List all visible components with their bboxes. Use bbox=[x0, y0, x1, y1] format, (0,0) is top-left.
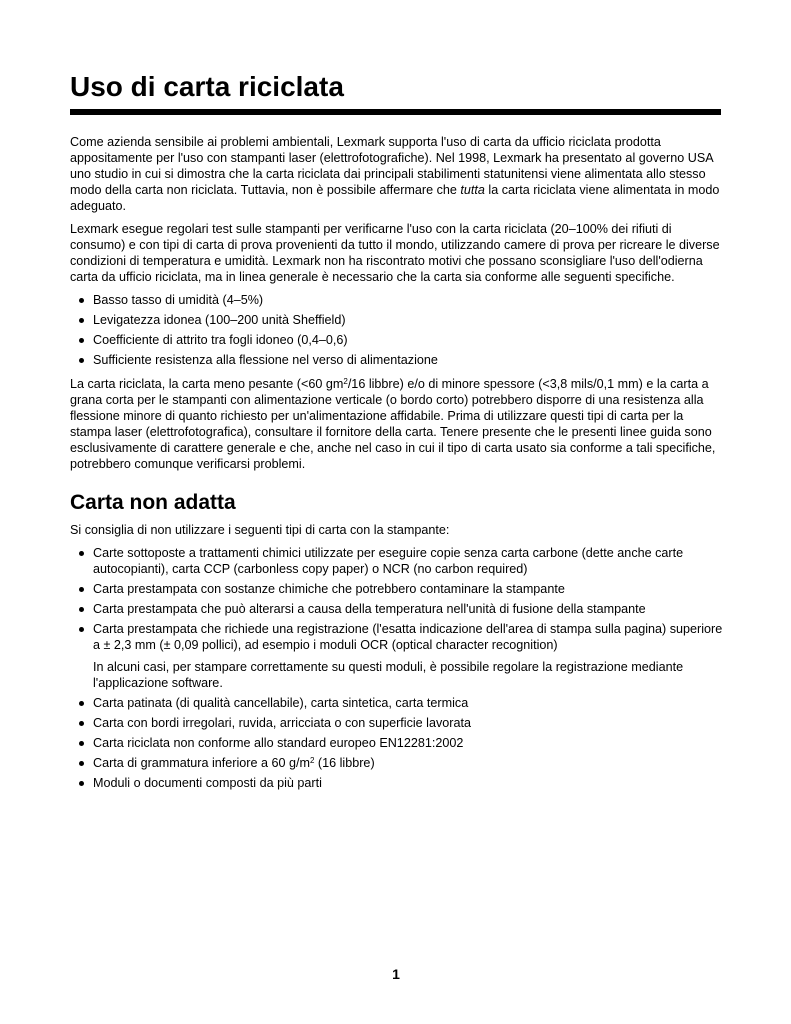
list-item: Moduli o documenti composti da più parti bbox=[70, 775, 725, 791]
list-item: Carte sottoposte a trattamenti chimici utilizzate per eseguire copie senza carta carbone (dette anche carte autocopianti), carta CCP (carbonless copy paper) o NCR (no carbon required) bbox=[70, 545, 725, 577]
list-item: Carta prestampata con sostanze chimiche che potrebbero contaminare la stampante bbox=[70, 581, 725, 597]
spec-item: Sufficiente resistenza alla flessione nel verso di alimentazione bbox=[70, 352, 725, 368]
title-rule bbox=[70, 109, 721, 115]
spec-item: Coefficiente di attrito tra fogli idoneo (0,4–0,6) bbox=[70, 332, 725, 348]
spec-item: Basso tasso di umidità (4–5%) bbox=[70, 292, 725, 308]
grammage-text-b: (16 libbre) bbox=[314, 756, 375, 770]
intro-p3-text-a: La carta riciclata, la carta meno pesante (<60 gm bbox=[70, 377, 344, 391]
list-item: Carta riciclata non conforme allo standard europeo EN12281:2002 bbox=[70, 735, 725, 751]
page-number: 1 bbox=[392, 966, 400, 982]
intro-p1-text-b: la carta riciclata viene alimentata in modo adeguato. bbox=[70, 183, 720, 213]
page-title: Uso di carta riciclata bbox=[70, 71, 344, 102]
list-item: Carta patinata (di qualità cancellabile), carta sintetica, carta termica bbox=[70, 695, 725, 711]
list-item bbox=[70, 755, 725, 771]
intro-paragraph-2: Lexmark esegue regolari test sulle stampanti per verificarne l'uso con la carta riciclata (20–100% dei rifiuti di consumo) e con tipi di carta di prova provenienti da tutto il mondo, utilizzando camere di prova per ricreare le diverse condizioni di temperatura e umidità. Lexmark non ha riscontrato motivi che possano sconsigliare l'uso dell'odierna carta da ufficio riciclata, ma in linea generale è necessario che la carta sia conforme alle seguenti specifiche. bbox=[70, 222, 720, 284]
unsuitable-paper-list bbox=[70, 545, 725, 653]
list-item: Carta prestampata che può alterarsi a causa della temperatura nell'unità di fusione della stampante bbox=[70, 601, 725, 617]
section-intro: Si consiglia di non utilizzare i seguenti tipi di carta con la stampante: bbox=[70, 523, 450, 537]
section-heading: Carta non adatta bbox=[70, 491, 236, 514]
superscript: 2 bbox=[343, 377, 348, 386]
intro-p1-text-a: Come azienda sensibile ai problemi ambientali, Lexmark supporta l'uso di carta da ufficio riciclata prodotta appositamente per l'uso con stampanti laser (elettrofotografiche). Nel 1998, Lexmark ha presentato al governo USA uno studio in cui si dimostra che la carta riciclata dai principali stabilimenti statunitensi viene alimentata allo stesso modo della carta non riciclata. Tuttavia, non è possibile affermare che bbox=[70, 135, 713, 197]
superscript: 2 bbox=[309, 756, 315, 765]
spec-list bbox=[70, 292, 725, 368]
grammage-text-a: Carta di grammatura inferiore a 60 g/m bbox=[93, 756, 310, 770]
registration-note: In alcuni casi, per stampare correttamente su questi moduli, è possibile regolare la registrazione mediante l'applicazione software. bbox=[93, 660, 684, 690]
spec-item: Levigatezza idonea (100–200 unità Sheffield) bbox=[70, 312, 725, 328]
intro-paragraph-1 bbox=[70, 134, 725, 214]
intro-paragraph-3 bbox=[70, 376, 725, 472]
list-item: Carta prestampata che richiede una registrazione (l'esatta indicazione dell'area di stampa sulla pagina) superiore a ± 2,3 mm (± 0,09 pollici), ad esempio i moduli OCR (optical character recognition) bbox=[70, 621, 725, 653]
intro-p3-text-b: /16 libbre) e/o di minore spessore (<3,8 mils/0,1 mm) e la carta a grana corta per le stampanti con alimentazione verticale (o bordo corto) potrebbero disporre di una resistenza alla flessione minore di quanto richiesto per un'alimentazione affidabile. Prima di utilizzare questi tipi di carta per la stampa laser (elettrofotografica), consultare il fornitore della carta. Tenere presente che le presenti linee guida sono esclusivamente di carattere generale e che, anche nel caso in cui il tipo di carta usato sia conforme a tali specifiche, potrebbero comunque verificarsi problemi. bbox=[70, 377, 716, 471]
page-content bbox=[70, 134, 725, 799]
intro-p1-emphasis: tutta bbox=[460, 183, 485, 197]
unsuitable-paper-list-continued bbox=[70, 695, 725, 791]
list-item: Carta con bordi irregolari, ruvida, arricciata o con superficie lavorata bbox=[70, 715, 725, 731]
